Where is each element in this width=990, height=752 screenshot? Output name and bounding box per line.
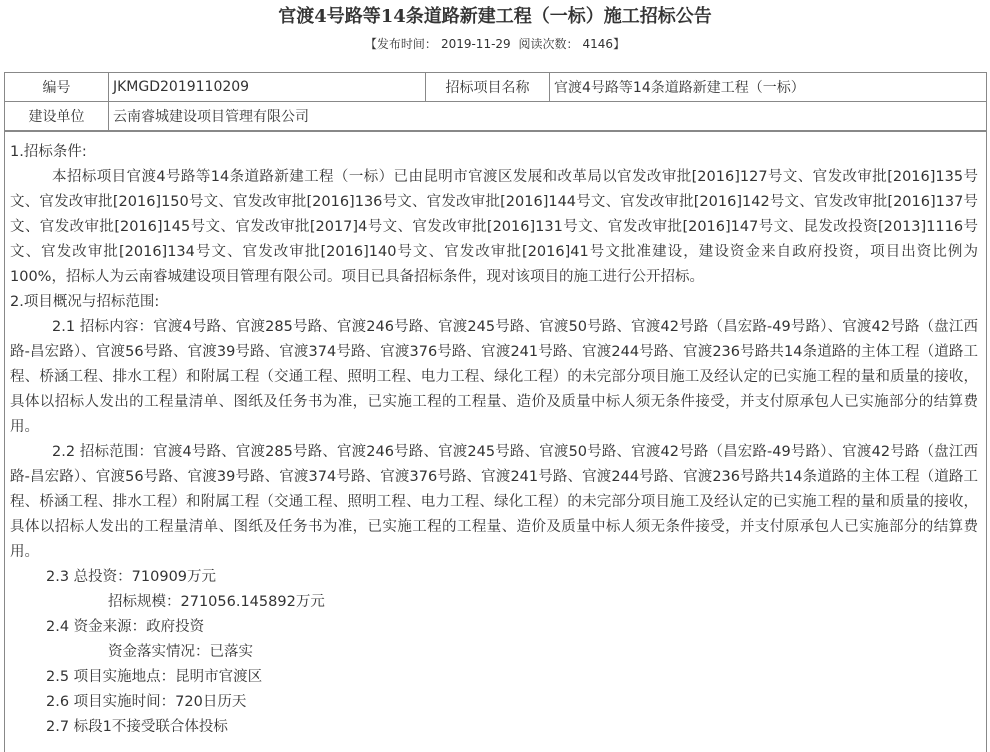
section-1-text: 本招标项目官渡4号路等14条道路新建工程（一标）已由昆明市官渡区发展和改革局以官发改审批[2016]127号文、官发改审批[2016]135号文、官发改审批[2016]150号文、官发改审批[2016]136号文、官发改审批[2016]144号文、官发改审批[2016]142号文、官发改审批[2016]137号文、官发改审批[2016]145号文、官发改审批[2017]4号文、官发改审批[2016]131号文、官发改审批[2016]147号文、昆发改投资[2013]1116号文、官发改审批[2016]134号文、官发改审批[2016]140号文、官发改审批[2016]41号文批准建设，建设资金来自政府投资，项目出资比例为100%，招标人为云南睿城建设项目管理有限公司。项目已具备招标条件，现对该项目的施工进行公开招标。 — [10, 169, 978, 285]
section-2-5-location: 2.5 项目实施地点：昆明市官渡区 — [46, 669, 263, 685]
project-value: 官渡4号路等14条道路新建工程（一标） — [550, 73, 987, 102]
publish-label: 【发布时间： — [364, 37, 437, 51]
section-2-heading: 2.项目概况与招标范围: — [10, 294, 160, 310]
section-2-6-duration: 2.6 项目实施时间：720日历天 — [46, 694, 247, 710]
section-2-1-text: 2.1 招标内容：官渡4号路、官渡285号路、官渡246号路、官渡245号路、官渡50号路、官渡42号路（昌宏路-49号路）、官渡42号路（盘江西路-昌宏路）、官渡56号路、官渡39号路、官渡374号路、官渡376号路、官渡241号路、官渡244号路、官渡236号路共14条道路的主体工程（道路工程、桥涵工程、排水工程）和附属工程（交通工程、照明工程、电力工程、绿化工程）的未完部分项目施工及经认定的已实施工程的量和质量的接收，具体以招标人发出的工程量清单、图纸及任务书为准，已实施工程的工程量、造价及质量中标人须无条件接受，并支付原承包人已实施部分的结算费用。 — [10, 319, 978, 435]
project-label: 招标项目名称 — [426, 73, 550, 102]
section-2-7-note: 2.7 标段1不接受联合体投标 — [46, 719, 228, 735]
code-value: JKMGD2019110209 — [109, 73, 426, 102]
unit-label: 建设单位 — [5, 102, 109, 131]
unit-value: 云南睿城建设项目管理有限公司 — [109, 102, 987, 131]
code-label: 编号 — [5, 73, 109, 102]
section-2-3-scale: 招标规模：271056.145892万元 — [108, 594, 325, 610]
views-count: 4146】 — [582, 37, 626, 51]
page-title: 官渡4号路等14条道路新建工程（一标）施工招标公告 — [278, 6, 712, 27]
section-2-2-text: 2.2 招标范围：官渡4号路、官渡285号路、官渡246号路、官渡245号路、官渡50号路、官渡42号路（昌宏路-49号路）、官渡42号路（盘江西路-昌宏路）、官渡56号路、官渡39号路、官渡374号路、官渡376号路、官渡241号路、官渡244号路、官渡236号路共14条道路的主体工程（道路工程、桥涵工程、排水工程）和附属工程（交通工程、照明工程、电力工程、绿化工程）的未完部分项目施工及经认定的已实施工程的量和质量的接收，具体以招标人发出的工程量清单、图纸及任务书为准，已实施工程的工程量、造价及质量中标人须无条件接受，并支付原承包人已实施部分的结算费用。 — [10, 444, 978, 560]
views-label: 阅读次数： — [518, 37, 579, 51]
info-table — [4, 72, 987, 131]
section-2-3-investment: 2.3 总投资：710909万元 — [46, 569, 217, 585]
publish-date: 2019-11-29 — [440, 37, 511, 51]
section-2-4-source: 2.4 资金来源：政府投资 — [46, 619, 205, 635]
table-row — [5, 73, 987, 102]
table-row — [5, 102, 987, 131]
publish-meta — [0, 35, 990, 52]
section-1-heading: 1.招标条件: — [10, 144, 87, 160]
announcement-content — [10, 140, 978, 740]
section-2-4-status: 资金落实情况：已落实 — [108, 644, 253, 660]
